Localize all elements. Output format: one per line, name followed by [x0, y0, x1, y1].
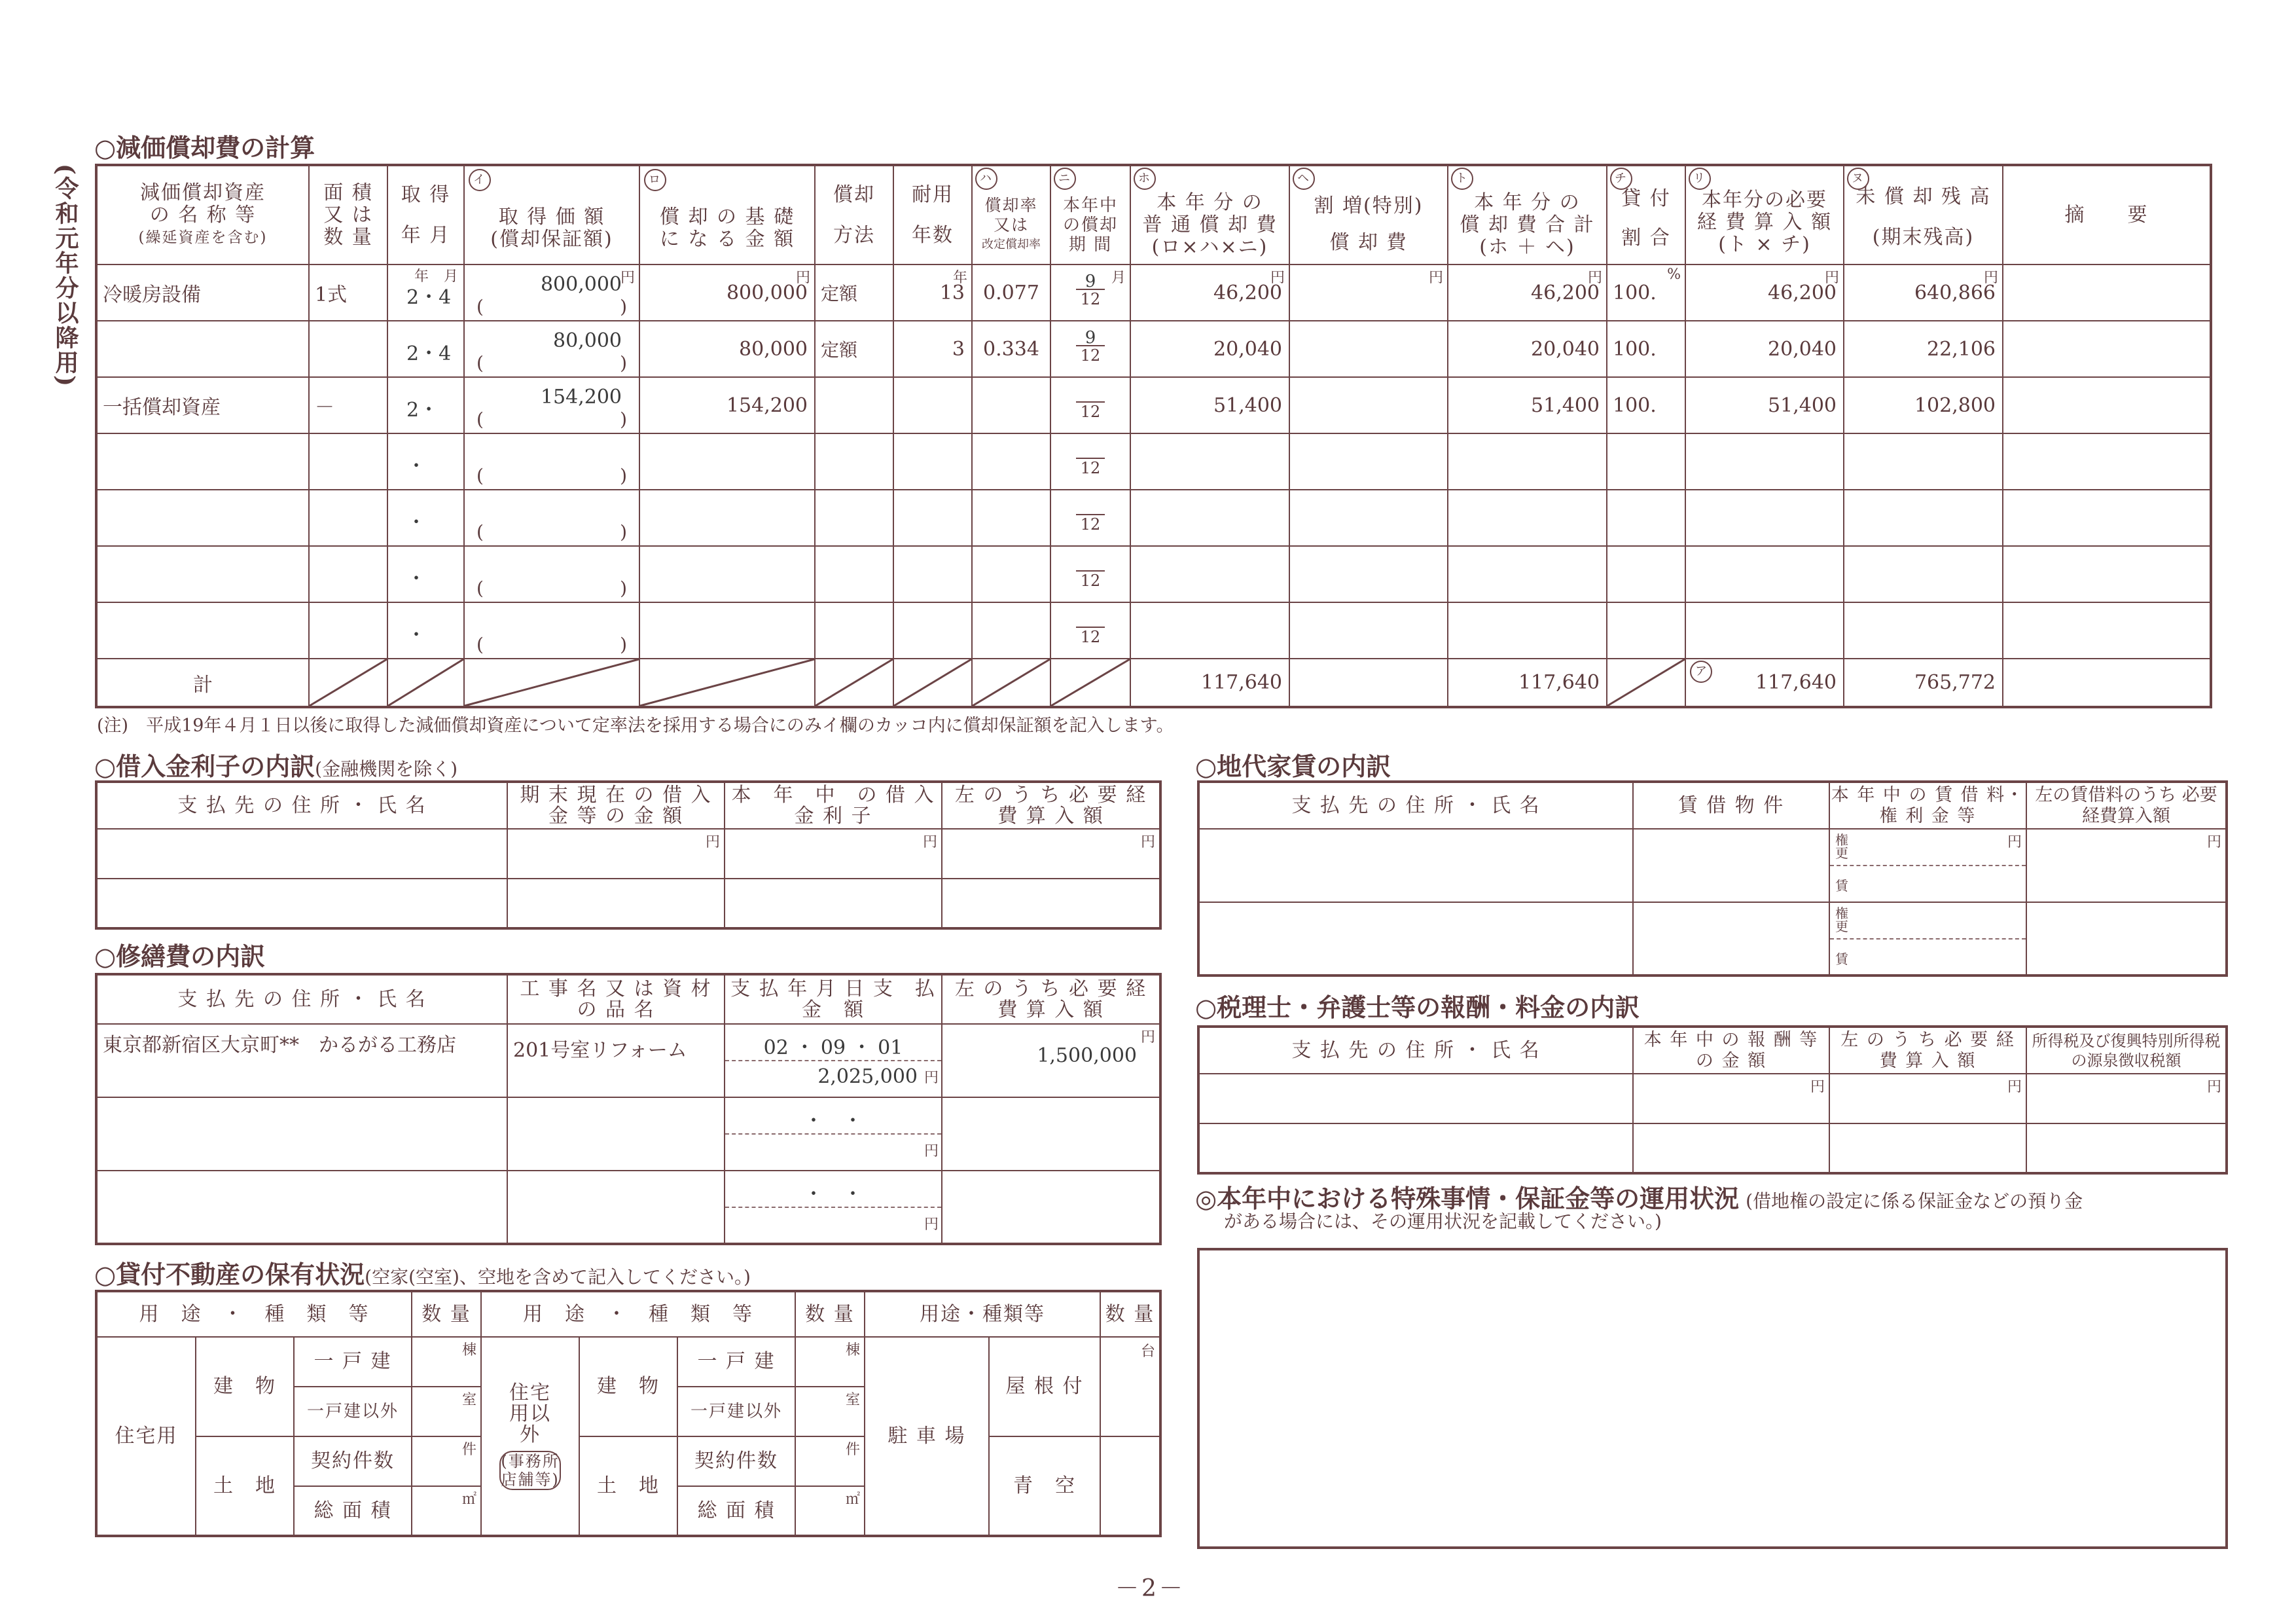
repair-header-date: 支 払 年 月 日 支 払 金 額 [725, 974, 942, 1024]
fees-header-withholding: 所得税及び復興特別所得税の源泉徴収税額 [2026, 1027, 2227, 1074]
fees-header-row [1198, 1027, 2227, 1074]
interest-header-interest: 本 年 中 の 借 入 金 利 子 [725, 782, 942, 829]
total-slash-cell [387, 659, 464, 707]
header-remarks: 摘 要 [2003, 165, 2211, 264]
asset-name[interactable] [96, 546, 309, 602]
building-label: 建 物 [196, 1337, 294, 1436]
asset-lease[interactable] [1607, 490, 1685, 546]
asset-acq-date[interactable]: 2・ [387, 377, 464, 433]
asset-normal[interactable] [1130, 433, 1289, 490]
special-note: がある場合には、その運用状況を記載してください。) [1224, 1211, 1662, 1232]
repair-date-amount[interactable]: ・ ・ 円 [725, 1097, 942, 1171]
asset-name[interactable] [96, 602, 309, 659]
fees-necessary[interactable]: 円 [1829, 1074, 2026, 1123]
asset-basis[interactable] [639, 490, 815, 546]
repair-necessary[interactable] [942, 1171, 1160, 1244]
qty-roofed[interactable]: 台 [1100, 1337, 1160, 1436]
repair-amount: 2,025,000 [817, 1065, 918, 1088]
repair-payee[interactable]: 東京都新宿区大京町** かるがる工務店 [96, 1024, 507, 1097]
asset-remarks[interactable] [2003, 602, 2211, 659]
repair-date-amount[interactable]: 02 ・ 09 ・ 01 2,025,000 円 [725, 1024, 942, 1097]
asset-name[interactable]: 一括償却資産 [96, 377, 309, 433]
asset-row [96, 321, 2211, 377]
property-header-type: 用 途 ・ 種 類 等 [96, 1291, 412, 1337]
fees-row [1198, 1074, 2227, 1123]
guarantee-amount-parens[interactable]: ( ) [476, 521, 627, 543]
side-label: (令和元年分以降用) [52, 164, 79, 388]
asset-name[interactable] [96, 490, 309, 546]
land-rent-property[interactable] [1633, 902, 1829, 976]
asset-row [96, 433, 2211, 490]
asset-normal[interactable]: 円 46,200 [1130, 264, 1289, 321]
header-necessary: リ 本年分の必要 経 費 算 入 額 (ト × チ) [1685, 165, 1844, 264]
header-method: 償却 方法 [815, 165, 893, 264]
land-rent-necessary[interactable] [2026, 902, 2227, 976]
asset-name[interactable] [96, 321, 309, 377]
total-slash-cell [815, 659, 893, 707]
repair-title: ○修繕費の内訳 [94, 941, 266, 971]
interest-payee[interactable] [96, 879, 507, 928]
asset-life[interactable]: 年 13 [893, 264, 972, 321]
header-rate: ハ 償却率 又は 改定償却率 [972, 165, 1050, 264]
repair-necessary[interactable] [942, 1097, 1160, 1171]
parking-label: 駐 車 場 [865, 1337, 989, 1536]
asset-name[interactable]: 冷暖房設備 [96, 264, 309, 321]
asset-basis[interactable] [639, 433, 815, 490]
fees-table [1197, 1025, 2228, 1175]
depreciation-title: ○減価償却費の計算 [94, 133, 315, 162]
land-rent-row [1198, 829, 2227, 902]
non-residential-note: (事務所店舗等) [499, 1451, 561, 1490]
qty-contracts[interactable]: 件 [412, 1436, 481, 1486]
asset-rate[interactable] [972, 433, 1050, 490]
asset-special[interactable]: 円 [1289, 264, 1448, 321]
asset-remarks[interactable] [2003, 377, 2211, 433]
header-basis: ロ 償 却 の 基 礎 に な る 金 額 [639, 165, 815, 264]
fees-withholding[interactable]: 円 [2026, 1074, 2227, 1123]
asset-rate[interactable]: 0.334 [972, 321, 1050, 377]
land-label: 土 地 [196, 1436, 294, 1536]
asset-balance[interactable] [1844, 433, 2003, 490]
header-lease: チ 貸 付 割 合 [1607, 165, 1685, 264]
asset-method[interactable] [815, 433, 893, 490]
asset-method[interactable] [815, 377, 893, 433]
asset-method[interactable] [815, 602, 893, 659]
asset-acq-date[interactable]: ・ [387, 546, 464, 602]
fees-title: ○税理士・弁護士等の報酬・料金の内訳 [1195, 993, 1640, 1022]
fees-amount[interactable]: 円 [1633, 1074, 1829, 1123]
property-header-type: 用途・種類等 [865, 1291, 1100, 1337]
asset-normal[interactable]: 20,040 [1130, 321, 1289, 377]
land-rent-header-row [1198, 782, 2227, 829]
qty-nr-other[interactable]: 室 [795, 1387, 865, 1436]
asset-normal[interactable] [1130, 602, 1289, 659]
asset-row [96, 490, 2211, 546]
roofed-label: 屋 根 付 [989, 1337, 1100, 1436]
asset-normal[interactable] [1130, 490, 1289, 546]
repair-date: 02 ・ 09 ・ 01 [763, 1036, 903, 1059]
land-rent-payee[interactable] [1198, 829, 1633, 902]
interest-balance[interactable]: 円 [507, 829, 725, 879]
asset-method[interactable] [815, 490, 893, 546]
qty-area[interactable]: ㎡ [412, 1486, 481, 1536]
property-header-qty: 数 量 [412, 1291, 481, 1337]
interest-necessary[interactable]: 円 [942, 829, 1160, 879]
asset-period[interactable]: 12 [1050, 602, 1130, 659]
asset-necessary[interactable] [1685, 490, 1844, 546]
asset-name[interactable] [96, 433, 309, 490]
total-slash-cell [464, 659, 639, 707]
guarantee-amount-parens[interactable]: ( ) [476, 634, 627, 655]
other-than-detached-label: 一戸建以外 [677, 1387, 795, 1436]
asset-period[interactable]: 12 [1050, 490, 1130, 546]
total-label: 計 [96, 659, 309, 707]
asset-acq-date[interactable]: ・ [387, 490, 464, 546]
total-slash-cell [1607, 659, 1685, 707]
land-label: 土 地 [579, 1436, 677, 1536]
guarantee-amount-parens[interactable]: ( ) [476, 352, 627, 374]
asset-basis[interactable] [639, 546, 815, 602]
special-title: ◎本年中における特殊事情・保証金等の運用状況 (借地権の設定に係る保証金などの預り金 [1195, 1184, 2083, 1213]
repair-header-payee: 支 払 先 の 住 所 ・ 氏 名 [96, 974, 507, 1024]
repair-row [96, 1171, 1160, 1244]
detached-label: 一 戸 建 [294, 1337, 412, 1387]
asset-normal[interactable] [1130, 546, 1289, 602]
total-remarks[interactable] [2003, 659, 2211, 707]
slash-mark [816, 659, 893, 706]
asset-basis[interactable]: 154,200 [639, 377, 815, 433]
asset-remarks[interactable] [2003, 321, 2211, 377]
interest-row [96, 829, 1160, 879]
asset-special[interactable] [1289, 377, 1448, 433]
qty-detached[interactable]: 棟 [412, 1337, 481, 1387]
asset-life[interactable] [893, 377, 972, 433]
header-special: ヘ 割 増(特別) 償 却 費 [1289, 165, 1448, 264]
slash-mark [465, 659, 639, 706]
asset-special[interactable] [1289, 490, 1448, 546]
fees-necessary[interactable] [1829, 1123, 2026, 1173]
asset-method[interactable]: 定額 [815, 321, 893, 377]
asset-quantity[interactable]: － [309, 377, 387, 433]
asset-acq-date[interactable]: 年 月 2・4 [387, 264, 464, 321]
asset-balance[interactable] [1844, 602, 2003, 659]
asset-quantity[interactable] [309, 490, 387, 546]
asset-rate[interactable] [972, 490, 1050, 546]
interest-payee[interactable] [96, 829, 507, 879]
asset-acq-cost[interactable] [464, 490, 639, 546]
property-header-qty: 数 量 [1100, 1291, 1160, 1337]
detached-label: 一 戸 建 [677, 1337, 795, 1387]
repair-header-necessary: 左 の う ち 必 要 経 費 算 入 額 [942, 974, 1160, 1024]
repair-payee[interactable] [96, 1171, 507, 1244]
asset-total[interactable] [1448, 490, 1607, 546]
header-row [96, 165, 2211, 264]
interest-header-necessary: 左 の う ち 必 要 経 費 算 入 額 [942, 782, 1160, 829]
slash-mark [310, 659, 387, 706]
property-header-type: 用 途 ・ 種 類 等 [481, 1291, 795, 1337]
asset-rate[interactable] [972, 377, 1050, 433]
asset-special[interactable] [1289, 546, 1448, 602]
header-name: 減価償却資産 の 名 称 等 (繰延資産を含む) [96, 165, 309, 264]
asset-rate[interactable]: 0.077 [972, 264, 1050, 321]
asset-period[interactable]: 月 9 12 [1050, 264, 1130, 321]
asset-acq-cost[interactable]: 154,200 ( ) [464, 377, 639, 433]
repair-row [96, 1097, 1160, 1171]
repair-item[interactable] [507, 1171, 725, 1244]
header-acq-date: 取 得 年 月 [387, 165, 464, 264]
repair-header-item: 工 事 名 又 は 資 材 の 品 名 [507, 974, 725, 1024]
slash-mark [894, 659, 971, 706]
asset-method[interactable]: 定額 [815, 264, 893, 321]
interest-balance[interactable] [507, 879, 725, 928]
interest-amount[interactable]: 円 [725, 829, 942, 879]
slash-mark [973, 659, 1050, 706]
fees-withholding[interactable] [2026, 1123, 2227, 1173]
total-necessary[interactable]: ア 117,640 [1685, 659, 1844, 707]
land-rent-header-payee: 支 払 先 の 住 所 ・ 氏 名 [1198, 782, 1633, 829]
asset-balance[interactable] [1844, 546, 2003, 602]
property-header-qty: 数 量 [795, 1291, 865, 1337]
asset-period[interactable]: 9 12 [1050, 321, 1130, 377]
land-rent-property[interactable] [1633, 829, 1829, 902]
contracts-label: 契約件数 [677, 1436, 795, 1486]
area-label: 総 面 積 [294, 1486, 412, 1536]
open-air-label: 青 空 [989, 1436, 1100, 1536]
total-slash-cell [893, 659, 972, 707]
header-life: 耐用 年数 [893, 165, 972, 264]
asset-necessary[interactable] [1685, 546, 1844, 602]
asset-lease[interactable]: 100. [1607, 377, 1685, 433]
asset-life[interactable] [893, 490, 972, 546]
asset-life[interactable] [893, 602, 972, 659]
asset-lease[interactable] [1607, 602, 1685, 659]
land-rent-header-property: 賃 借 物 件 [1633, 782, 1829, 829]
land-rent-amount[interactable]: 権更 円 賃 [1829, 829, 2026, 902]
asset-basis[interactable]: 80,000 [639, 321, 815, 377]
asset-total[interactable] [1448, 433, 1607, 490]
asset-acq-date[interactable]: 2・4 [387, 321, 464, 377]
total-row [96, 659, 2211, 707]
asset-lease[interactable]: 100. [1607, 321, 1685, 377]
special-textarea[interactable] [1197, 1248, 2228, 1549]
repair-row [96, 1024, 1160, 1097]
property-title: ○貸付不動産の保有状況(空家(空室)、空地を含めて記入してください。) [94, 1260, 751, 1289]
header-acq-cost: イ 取 得 価 額 (償却保証額) [464, 165, 639, 264]
asset-acq-cost[interactable]: 円 800,000 ( ) [464, 264, 639, 321]
asset-period[interactable]: 12 [1050, 377, 1130, 433]
asset-balance[interactable]: 102,800 [1844, 377, 2003, 433]
header-total: ト 本 年 分 の 償 却 費 合 計 (ホ ＋ ヘ) [1448, 165, 1607, 264]
header-normal: ホ 本 年 分 の 普 通 償 却 費 (ロ×ハ×ニ) [1130, 165, 1289, 264]
asset-row [96, 546, 2211, 602]
asset-total[interactable]: 20,040 [1448, 321, 1607, 377]
land-rent-title: ○地代家賃の内訳 [1195, 752, 1391, 781]
header-balance: ヌ 未 償 却 残 高 (期末残高) [1844, 165, 2003, 264]
total-normal[interactable]: 117,640 [1130, 659, 1289, 707]
interest-header-balance: 期 末 現 在 の 借 入 金 等 の 金 額 [507, 782, 725, 829]
land-rent-header-amount: 本 年 中 の 賃 借 料・権 利 金 等 [1829, 782, 2026, 829]
fees-payee[interactable] [1198, 1123, 1633, 1173]
asset-remarks[interactable] [2003, 546, 2211, 602]
asset-quantity[interactable] [309, 546, 387, 602]
asset-acq-cost[interactable] [464, 602, 639, 659]
repair-table [95, 973, 1162, 1245]
repair-header-row [96, 974, 1160, 1024]
asset-period[interactable]: 12 [1050, 546, 1130, 602]
depreciation-table [95, 164, 2212, 708]
qty-nr-area[interactable]: ㎡ [795, 1486, 865, 1536]
total-slash-cell [1050, 659, 1130, 707]
asset-quantity[interactable]: 1式 [309, 264, 387, 321]
asset-period[interactable]: 12 [1050, 433, 1130, 490]
asset-necessary[interactable] [1685, 602, 1844, 659]
land-rent-payee[interactable] [1198, 902, 1633, 976]
asset-remarks[interactable] [2003, 264, 2211, 321]
asset-special[interactable] [1289, 602, 1448, 659]
guarantee-amount-parens[interactable]: ( ) [476, 577, 627, 599]
other-than-detached-label: 一戸建以外 [294, 1387, 412, 1436]
asset-acq-cost[interactable]: 80,000 ( ) [464, 321, 639, 377]
total-special[interactable] [1289, 659, 1448, 707]
asset-life[interactable] [893, 433, 972, 490]
fees-amount[interactable] [1633, 1123, 1829, 1173]
asset-remarks[interactable] [2003, 490, 2211, 546]
repair-payee[interactable] [96, 1097, 507, 1171]
asset-balance[interactable]: 22,106 [1844, 321, 2003, 377]
asset-acq-cost[interactable] [464, 546, 639, 602]
asset-basis[interactable] [639, 602, 815, 659]
slash-mark [1607, 659, 1685, 706]
asset-acq-date[interactable]: ・ [387, 602, 464, 659]
repair-date-amount[interactable]: ・ ・ 円 [725, 1171, 942, 1244]
area-label: 総 面 積 [677, 1486, 795, 1536]
asset-lease[interactable] [1607, 546, 1685, 602]
asset-quantity[interactable] [309, 321, 387, 377]
asset-special[interactable] [1289, 321, 1448, 377]
asset-normal[interactable]: 51,400 [1130, 377, 1289, 433]
asset-life[interactable] [893, 546, 972, 602]
property-header-row [96, 1291, 1160, 1337]
qty-open-air[interactable] [1100, 1436, 1160, 1536]
guarantee-amount-parens[interactable]: ( ) [476, 409, 627, 430]
land-rent-table [1197, 780, 2228, 977]
land-rent-amount[interactable]: 権更 賃 [1829, 902, 2026, 976]
asset-necessary[interactable] [1685, 433, 1844, 490]
repair-item[interactable]: 201号室リフォーム [507, 1024, 725, 1097]
building-label: 建 物 [579, 1337, 677, 1436]
residential-label: 住宅用 [96, 1337, 196, 1536]
asset-acq-cost[interactable] [464, 433, 639, 490]
contracts-label: 契約件数 [294, 1436, 412, 1486]
fees-header-necessary: 左 の う ち 必 要 経 費 算 入 額 [1829, 1027, 2026, 1074]
land-rent-header-necessary: 左の賃借料のうち 必要経費算入額 [2026, 782, 2227, 829]
fees-row [1198, 1123, 2227, 1173]
total-slash-cell [639, 659, 815, 707]
land-rent-row [1198, 902, 2227, 976]
non-residential-label: 住宅用以外 (事務所店舗等) [481, 1337, 579, 1536]
interest-table [95, 780, 1162, 930]
total-slash-cell [972, 659, 1050, 707]
asset-quantity[interactable] [309, 433, 387, 490]
mark-a-icon: ア [1690, 661, 1712, 683]
asset-row [96, 264, 2211, 321]
asset-lease[interactable] [1607, 433, 1685, 490]
slash-mark [1051, 659, 1130, 706]
asset-method[interactable] [815, 546, 893, 602]
asset-acq-date[interactable]: ・ [387, 433, 464, 490]
asset-special[interactable] [1289, 433, 1448, 490]
page-number: －2－ [1115, 1575, 1185, 1602]
interest-header-payee: 支 払 先 の 住 所 ・ 氏 名 [96, 782, 507, 829]
fees-header-payee: 支 払 先 の 住 所 ・ 氏 名 [1198, 1027, 1633, 1074]
asset-balance[interactable] [1844, 490, 2003, 546]
asset-lease[interactable]: % 100. [1607, 264, 1685, 321]
asset-row [96, 602, 2211, 659]
asset-rate[interactable] [972, 602, 1050, 659]
total-total[interactable]: 117,640 [1448, 659, 1607, 707]
total-balance[interactable]: 765,772 [1844, 659, 2003, 707]
guarantee-amount-parens[interactable]: ( ) [476, 296, 627, 318]
fees-payee[interactable] [1198, 1074, 1633, 1123]
asset-basis[interactable]: 円 800,000 [639, 264, 815, 321]
qty-other[interactable]: 室 [412, 1387, 481, 1436]
total-slash-cell [309, 659, 387, 707]
asset-rate[interactable] [972, 546, 1050, 602]
asset-necessary[interactable]: 51,400 [1685, 377, 1844, 433]
asset-quantity[interactable] [309, 602, 387, 659]
asset-balance[interactable]: 円 640,866 [1844, 264, 2003, 321]
asset-row [96, 377, 2211, 433]
asset-necessary[interactable]: 円 46,200 [1685, 264, 1844, 321]
header-period: ニ 本年中 の償却 期 間 [1050, 165, 1130, 264]
asset-total[interactable]: 円 46,200 [1448, 264, 1607, 321]
interest-header-row [96, 782, 1160, 829]
asset-total[interactable] [1448, 546, 1607, 602]
depreciation-note: (注) 平成19年４月１日以後に取得した減価償却資産について定率法を採用する場合にのみイ欄のカッコ内に償却保証額を記入します。 [97, 716, 1174, 736]
interest-amount[interactable] [725, 879, 942, 928]
asset-remarks[interactable] [2003, 433, 2211, 490]
asset-necessary[interactable]: 20,040 [1685, 321, 1844, 377]
property-table [95, 1290, 1162, 1537]
slash-mark [640, 659, 814, 706]
header-quantity: 面 積 又 は 数 量 [309, 165, 387, 264]
asset-total[interactable] [1448, 602, 1607, 659]
qty-nr-contracts[interactable]: 件 [795, 1436, 865, 1486]
interest-title: ○借入金利子の内訳(金融機関を除く) [94, 752, 458, 781]
repair-necessary[interactable]: 円 1,500,000 [942, 1024, 1160, 1097]
asset-total[interactable]: 51,400 [1448, 377, 1607, 433]
qty-nr-detached[interactable]: 棟 [795, 1337, 865, 1387]
fees-header-amount: 本 年 中 の 報 酬 等 の 金 額 [1633, 1027, 1829, 1074]
asset-life[interactable]: 3 [893, 321, 972, 377]
repair-item[interactable] [507, 1097, 725, 1171]
guarantee-amount-parens[interactable]: ( ) [476, 465, 627, 486]
land-rent-necessary[interactable]: 円 [2026, 829, 2227, 902]
interest-necessary[interactable] [942, 879, 1160, 928]
slash-mark [388, 659, 463, 706]
interest-row [96, 879, 1160, 928]
